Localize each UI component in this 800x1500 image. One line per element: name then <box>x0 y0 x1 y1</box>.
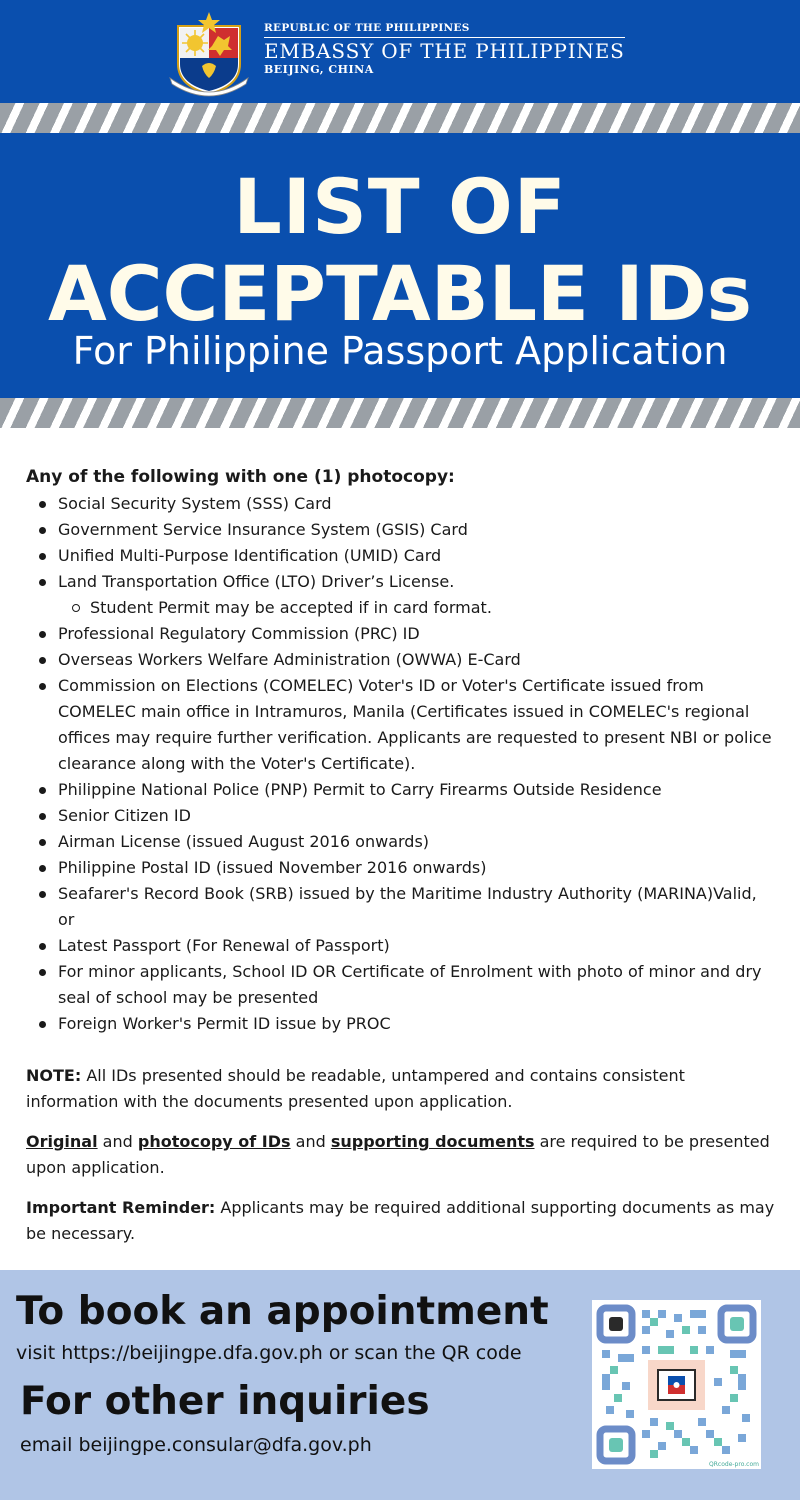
embassy-title: EMBASSY OF THE PHILIPPINES <box>264 39 625 63</box>
list-item: Senior Citizen ID <box>26 803 778 829</box>
list-item: Overseas Workers Welfare Administration (OWWA) E-Card <box>26 647 778 673</box>
reminder-paragraph <box>26 1195 778 1247</box>
reminder-label: Important Reminder: <box>26 1198 216 1217</box>
contact-footer <box>0 1270 800 1500</box>
list-intro: Any of the following with one (1) photocopy: <box>26 467 455 487</box>
requirement-and-1: and <box>97 1132 138 1151</box>
id-list-section <box>26 465 778 1247</box>
page-subtitle: For Philippine Passport Application <box>72 329 728 373</box>
reminder-text: Applicants may be required additional supporting documents as may be necessary. <box>26 1198 775 1243</box>
title-block <box>0 133 800 398</box>
list-item: Philippine Postal ID (issued November 2016 onwards) <box>26 855 778 881</box>
note-paragraph <box>26 1063 778 1115</box>
philippine-seal-icon <box>166 8 252 98</box>
page-title-line-2: ACCEPTABLE IDs <box>47 249 753 338</box>
qr-code-icon[interactable] <box>592 1300 761 1469</box>
embassy-header <box>0 0 800 103</box>
list-item: Unified Multi-Purpose Identification (UMID) Card <box>26 543 778 569</box>
list-item: Seafarer's Record Book (SRB) issued by the Maritime Industry Authority (MARINA)Valid, or <box>26 881 778 933</box>
republic-label: REPUBLIC OF THE PHILIPPINES <box>264 22 470 34</box>
note-text: All IDs presented should be readable, untampered and contains consistent information with the documents presented upon application. <box>26 1066 685 1111</box>
list-item: Philippine National Police (PNP) Permit to Carry Firearms Outside Residence <box>26 777 778 803</box>
qr-caption: QRcode-pro.com <box>709 1461 759 1468</box>
list-item-lto <box>26 569 778 621</box>
list-item: For minor applicants, School ID OR Certificate of Enrolment with photo of minor and dry seal of school may be presented <box>26 959 778 1011</box>
decorative-stripe-band-bottom <box>0 398 800 428</box>
list-item: Government Service Insurance System (GSIS) Card <box>26 517 778 543</box>
decorative-stripe-band-top <box>0 103 800 133</box>
note-label: NOTE: <box>26 1066 82 1085</box>
inquiries-email[interactable]: email beijingpe.consular@dfa.gov.ph <box>20 1434 372 1456</box>
embassy-city: BEIJING, CHINA <box>264 63 374 76</box>
qr-code-graphic <box>592 1300 761 1469</box>
requirement-paragraph <box>26 1129 778 1181</box>
photocopy-emphasis: photocopy of IDs <box>137 1132 291 1151</box>
page-title-line-1: LIST OF <box>233 162 567 251</box>
list-item: Professional Regulatory Commission (PRC) ID <box>26 621 778 647</box>
list-item: Commission on Elections (COMELEC) Voter's ID or Voter's Certificate issued from COMELEC main office in Intramuros, Manila (Certificates issued in COMELEC's regional offices may require further verification. Applicants are requested to present NBI or police clearance along with the Voter's Certificate). <box>26 673 778 777</box>
list-item-label: Land Transportation Office (LTO) Driver’s License. <box>58 572 455 591</box>
list-item: Foreign Worker's Permit ID issue by PROC <box>26 1011 778 1037</box>
sub-list <box>58 595 778 621</box>
list-item: Airman License (issued August 2016 onwards) <box>26 829 778 855</box>
list-item: Social Security System (SSS) Card <box>26 491 778 517</box>
book-appointment-text[interactable]: visit https://beijingpe.dfa.gov.ph or scan the QR code <box>16 1342 522 1364</box>
requirement-rest: are required to be presented upon application. <box>26 1132 770 1177</box>
book-appointment-heading: To book an appointment <box>16 1289 549 1334</box>
requirement-and-2: and <box>290 1132 331 1151</box>
acceptable-ids-list <box>26 491 778 1037</box>
original-emphasis: Original <box>26 1132 98 1151</box>
inquiries-heading: For other inquiries <box>20 1379 430 1424</box>
list-item: Latest Passport (For Renewal of Passport) <box>26 933 778 959</box>
sub-list-item: Student Permit may be accepted if in card format. <box>58 595 778 621</box>
supporting-docs-emphasis: supporting documents <box>330 1132 535 1151</box>
embassy-name-block <box>264 22 625 76</box>
